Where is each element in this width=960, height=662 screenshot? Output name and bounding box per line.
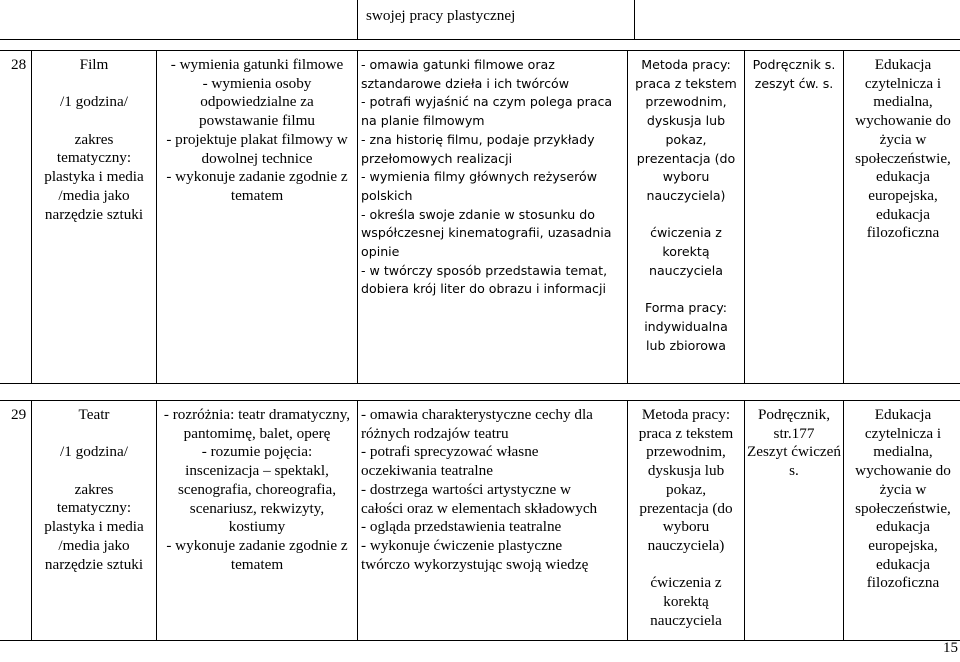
text-line: prezentacja (do (636, 150, 736, 166)
text-line: opinie (361, 244, 400, 260)
page-number: 15 (943, 640, 958, 657)
text-line: życia w (879, 130, 927, 148)
text-line: sztandarowe dzieła i ich twórców (361, 75, 570, 91)
text-line: s. (789, 462, 799, 480)
text-line: Metoda pracy: (641, 57, 731, 72)
blank-line (628, 206, 744, 225)
text-line: - rozumie pojęcia: (201, 443, 313, 461)
text-line: wychowanie do (855, 462, 951, 480)
text-line: przewodnim, (646, 443, 726, 461)
text-line: - wykonuje zadanie zgodnie z (166, 536, 348, 554)
lesson-number-cell (0, 401, 32, 641)
table-row (0, 401, 960, 641)
blank-line (32, 425, 156, 444)
text-line: powstawanie filmu (199, 112, 315, 130)
text-line: wyboru (662, 169, 710, 185)
text-line: Edukacja (874, 56, 932, 73)
text-line: wyboru (662, 518, 710, 536)
basic-requirements (157, 406, 357, 574)
text-line: - wykonuje zadanie zgodnie z (166, 168, 348, 186)
text-line: filozoficzna (866, 574, 940, 592)
text-line: - ogląda przedstawienia teatralne (361, 518, 562, 536)
text-line: narzędzie sztuki (44, 555, 144, 573)
text-line: - w twórczy sposób przedstawia temat, (361, 262, 608, 278)
topic-text (32, 406, 156, 574)
extended-requirements (361, 56, 627, 299)
topic-text (32, 56, 156, 224)
text-line: /1 godzina/ (60, 443, 128, 461)
text-line: lub zbiorowa (646, 337, 726, 353)
methods-cell (628, 401, 745, 641)
text-line: - omawia charakterystyczne cechy dla (361, 406, 593, 423)
text-line: pokaz, (665, 131, 707, 147)
basic-requirements-cell (157, 51, 358, 384)
text-line: Podręcznik, (757, 406, 831, 423)
text-line: - dostrzega wartości artystyczne w (361, 480, 572, 498)
education-paths-cell (844, 401, 960, 641)
blank-line (32, 75, 156, 94)
text-line: scenografia, choreografia, (177, 480, 337, 498)
extended-requirements-cell (358, 401, 628, 641)
continuation-text: swojej pracy plastycznej (366, 7, 516, 24)
text-line: różnych rodzajów teatru (361, 424, 509, 442)
lesson-table-28 (0, 50, 960, 384)
text-line: przewodnim, (645, 94, 727, 110)
text-line: kostiumy (228, 518, 286, 536)
text-line: europejska, (868, 186, 938, 204)
text-line: - zna historię filmu, podaje przykłady (361, 131, 595, 147)
text-line: prezentacja (do (639, 499, 733, 517)
methods-cell (628, 51, 745, 384)
text-line: str.177 (773, 424, 815, 442)
text-line: życia w (879, 480, 927, 498)
materials-cell (745, 401, 844, 641)
text-line: współczesnej kinematografii, uzasadnia (361, 225, 612, 241)
text-line: europejska, (868, 536, 938, 554)
text-line: całości oraz w elementach składowych (361, 499, 598, 517)
methods (628, 406, 744, 630)
text-line: Edukacja (874, 406, 932, 423)
text-line: polskich (361, 187, 413, 203)
blank-line (32, 462, 156, 481)
text-line: plastyka i media (44, 168, 144, 186)
text-line: Forma pracy: (644, 300, 728, 316)
basic-requirements (157, 56, 357, 206)
text-line: korektą (662, 244, 710, 260)
text-line: dyskusja lub (646, 113, 726, 129)
text-line: nauczyciela (648, 262, 724, 278)
empty-cell (0, 0, 358, 40)
text-line: zeszyt ćw. s. (754, 75, 834, 91)
text-line: /media jako (58, 186, 130, 204)
text-line: ćwiczenia z (650, 574, 722, 592)
materials (745, 56, 843, 93)
text-line: Podręcznik s. (752, 57, 836, 72)
text-line: społeczeństwie, (855, 149, 951, 167)
education-paths (844, 406, 960, 593)
blank-line (32, 112, 156, 131)
text-line: scenariusz, rekwizyty, (189, 499, 325, 517)
text-line: na planie filmowym (361, 113, 485, 129)
text-line: indywidualna (644, 318, 728, 334)
text-line: Metoda pracy: (641, 406, 731, 423)
text-line: ćwiczenia z (650, 225, 722, 241)
text-line: zakres (74, 480, 114, 498)
blank-line (628, 556, 744, 575)
top-table (0, 0, 960, 40)
empty-cell (635, 0, 960, 40)
text-line: Film (79, 56, 109, 73)
text-line: tematem (230, 555, 284, 573)
text-line: - rozróżnia: teatr dramatyczny, (163, 406, 351, 423)
text-line: - wymienia gatunki filmowe (170, 56, 344, 73)
text-line: narzędzie sztuki (44, 205, 144, 223)
text-line: odpowiedzialne za (200, 93, 314, 111)
lesson-number-cell (0, 51, 32, 384)
methods (628, 56, 744, 355)
text-line: edukacja (876, 168, 930, 186)
text-line: medialna, (873, 443, 933, 461)
text-line: pokaz, (665, 480, 707, 498)
education-paths (844, 56, 960, 243)
text-line: nauczyciela (650, 611, 722, 629)
text-line: edukacja (876, 205, 930, 223)
text-line: - potrafi wyjaśnić na czym polega praca (361, 94, 613, 110)
text-line: - wykonuje ćwiczenie plastyczne (361, 536, 563, 554)
text-line: edukacja (876, 555, 930, 573)
text-line: pantomimę, balet, operę (183, 424, 331, 442)
text-line: twórczo wykorzystując swoją wiedzę (361, 555, 589, 573)
text-line: Zeszyt ćwiczeń (746, 443, 842, 461)
text-line: praca z tekstem (635, 75, 737, 91)
text-line: tematyczny: (56, 499, 132, 517)
lesson-number: 28 (11, 56, 27, 73)
table-row (0, 51, 960, 384)
text-line: tematyczny: (56, 149, 132, 167)
text-line: - określa swoje zdanie w stosunku do (361, 206, 595, 222)
text-line: edukacja (876, 518, 930, 536)
extended-requirements-cell (358, 51, 628, 384)
topic-cell (32, 401, 157, 641)
text-line: /media jako (58, 536, 130, 554)
text-line: dowolnej technice (201, 149, 313, 167)
lesson-table-29 (0, 400, 960, 641)
text-line: - wymienia filmy głównych reżyserów (361, 169, 598, 185)
text-line: czytelnicza i (864, 74, 942, 92)
text-line: Teatr (78, 406, 110, 423)
text-line: czytelnicza i (864, 424, 942, 442)
text-line: przełomowych realizacji (361, 150, 513, 166)
text-line: dyskusja lub (647, 462, 725, 480)
materials (745, 406, 843, 481)
text-line: wychowanie do (855, 112, 951, 130)
lesson-number: 29 (11, 406, 27, 423)
text-line: tematem (230, 186, 284, 204)
text-line: społeczeństwie, (855, 499, 951, 517)
text-line: dobiera krój liter do obrazu i informacji (361, 281, 606, 297)
continuation-cell (358, 0, 635, 40)
education-paths-cell (844, 51, 960, 384)
text-line: - omawia gatunki filmowe oraz (361, 57, 555, 72)
text-line: /1 godzina/ (60, 93, 128, 111)
text-line: - potrafi sprecyzować własne (361, 443, 539, 461)
text-line: - wymienia osoby (202, 74, 312, 92)
materials-cell (745, 51, 844, 384)
text-line: korektą (663, 593, 709, 611)
text-line: inscenizacja – spektakl, (185, 462, 329, 480)
text-line: nauczyciela) (647, 536, 725, 554)
topic-cell (32, 51, 157, 384)
text-line: zakres (74, 130, 114, 148)
text-line: praca z tekstem (638, 424, 734, 442)
basic-requirements-cell (157, 401, 358, 641)
extended-requirements (361, 406, 627, 574)
text-line: oczekiwania teatralne (361, 462, 493, 480)
text-line: nauczyciela) (646, 187, 726, 203)
text-line: - projektuje plakat filmowy w (166, 130, 348, 148)
text-line: filozoficzna (866, 224, 940, 242)
text-line: plastyka i media (44, 518, 144, 536)
blank-line (628, 280, 744, 299)
text-line: medialna, (873, 93, 933, 111)
